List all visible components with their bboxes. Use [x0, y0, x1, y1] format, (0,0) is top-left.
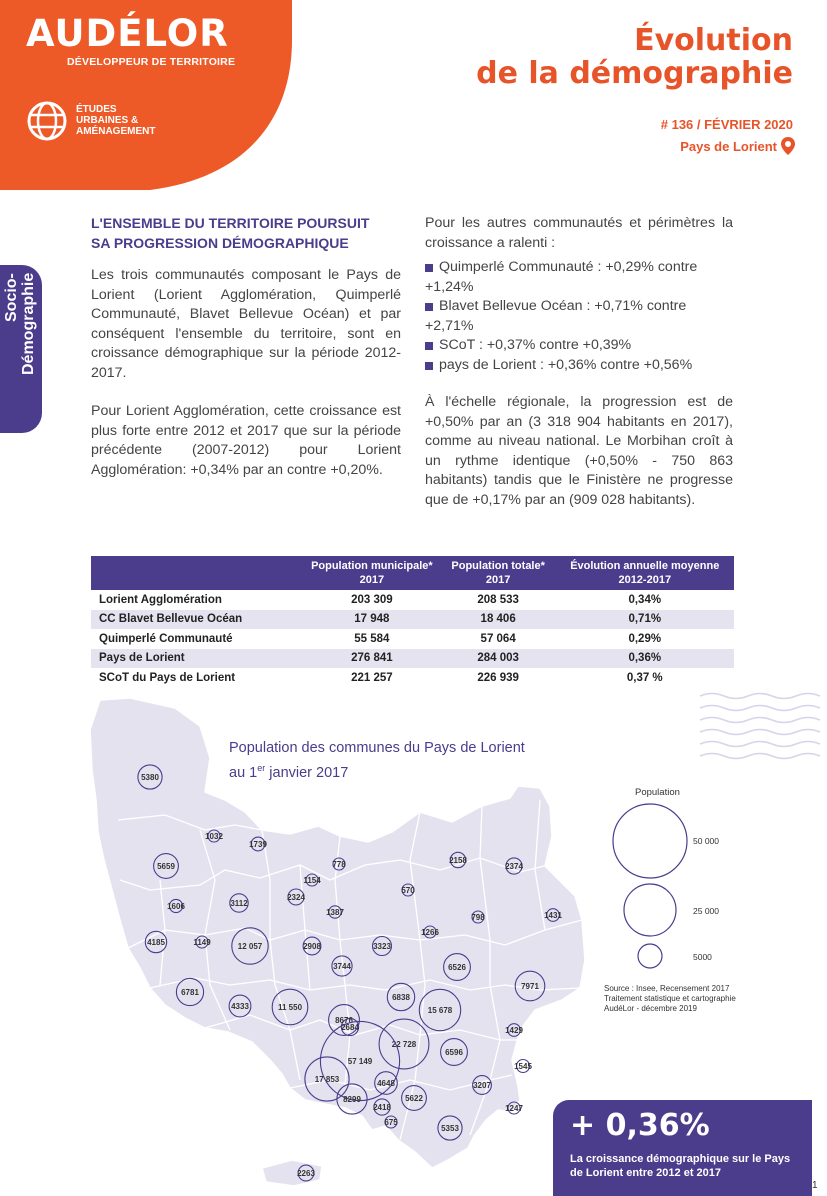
list-item: Blavet Bellevue Océan : +0,71% contre +2,71% [425, 297, 733, 336]
table-row [91, 590, 734, 610]
list-item: Quimperlé Communauté : +0,29% contre +1,24% [425, 258, 733, 297]
table-cell: Lorient Agglomération [99, 593, 222, 606]
section-tab [0, 265, 42, 433]
commune-label: 2158 [449, 856, 467, 865]
table-cell: 17 948 [303, 610, 441, 630]
table-cell: 221 257 [351, 671, 393, 684]
table-row [91, 668, 734, 688]
key-figure-text: La croissance démographique sur le Pays de Lorient entre 2012 et 2017 [570, 1153, 791, 1179]
table-row [91, 629, 734, 649]
legend-label: 25 000 [693, 906, 719, 916]
map-legend [613, 804, 687, 968]
commune-label: 4648 [377, 1079, 395, 1088]
place-label: Pays de Lorient [680, 139, 777, 154]
list-item: SCoT : +0,37% contre +0,39% [425, 336, 733, 356]
commune-label: 2374 [505, 862, 523, 871]
table-cell: 276 841 [303, 649, 441, 669]
table-header [91, 556, 303, 590]
commune-label: 1739 [249, 840, 267, 849]
legend-circle-5000 [638, 944, 662, 968]
audelor-logo: AUDÉLOR [26, 12, 229, 55]
commune-label: 2263 [297, 1169, 315, 1178]
table-cell: 18 406 [441, 610, 556, 630]
map-source: Source : Insee, Recensement 2017 Traitement statistique et cartographie AudéLor - décembre 2019 [604, 984, 736, 1013]
commune-label: 1431 [544, 911, 562, 920]
table-header: Population totale* 2017 [441, 556, 556, 590]
studies-label: ÉTUDES URBAINES & AMÉNAGEMENT [76, 104, 156, 137]
commune-label: 6526 [448, 963, 466, 972]
commune-label: 4333 [231, 1002, 249, 1011]
commune-label: 1149 [193, 938, 211, 947]
page-title: Évolution de la démographie [476, 23, 793, 91]
table-row [91, 649, 734, 669]
table-cell: SCoT du Pays de Lorient [99, 671, 236, 684]
commune-label: 1247 [505, 1104, 523, 1113]
key-figure-value: + 0,36% [570, 1108, 710, 1143]
commune-label: 3744 [333, 962, 351, 971]
commune-label: 6596 [445, 1048, 463, 1057]
section-tab-label: Socio- Démographie [3, 273, 37, 376]
commune-label: 6781 [181, 988, 199, 997]
paragraph: Pour Lorient Agglomération, cette croissance est plus forte entre 2012 et 2017 que sur la période précédente (2007-2012) pour Lorient Agglomération: +0,34% par an contre +0,20%. [91, 403, 401, 478]
table-cell: Pays de Lorient [91, 649, 303, 669]
paragraph: Les trois communautés composant le Pays de Lorient (Lorient Agglomération, Quimperlé Communauté, Blavet Bellevue Océan) et par conséquent l'ensemble du territoire, sont en croissance démographique sur la période 2012-2017. [91, 267, 401, 381]
right-column [425, 214, 733, 529]
commune-label: 22 728 [391, 1040, 417, 1049]
table-cell: 57 064 [480, 632, 516, 645]
commune-label: 1606 [167, 902, 185, 911]
population-table [91, 556, 734, 688]
decorative-waves [700, 690, 820, 759]
table-cell: 203 309 [351, 593, 393, 606]
table-header: Population municipale* 2017 [303, 556, 441, 590]
commune-label: 570 [401, 886, 415, 895]
globe-icon [26, 100, 68, 142]
commune-label: 15 678 [427, 1006, 453, 1015]
commune-label: 2418 [373, 1103, 391, 1112]
table-cell: 0,34% [628, 593, 662, 606]
commune-label: 4185 [147, 938, 165, 947]
legend-label: 5000 [693, 952, 712, 962]
commune-label: 6838 [392, 993, 410, 1002]
table-cell: Quimperlé Communauté [99, 632, 233, 645]
map-title: Population des communes du Pays de Lorient au 1er janvier 2017 [229, 740, 525, 781]
table-cell: 0,36% [556, 649, 734, 669]
commune-label: 5622 [405, 1094, 423, 1103]
commune-label: 17 853 [314, 1075, 340, 1084]
table-cell: 284 003 [441, 649, 556, 669]
paragraph: Pour les autres communautés et périmètres la croissance a ralenti : [425, 215, 733, 251]
commune-label: 1545 [514, 1062, 532, 1071]
logo-subtitle: DÉVELOPPEUR DE TERRITOIRE [67, 56, 236, 68]
commune-label: 2684 [341, 1023, 359, 1032]
commune-label: 1032 [205, 832, 223, 841]
commune-label: 798 [471, 913, 485, 922]
legend-title: Population [635, 787, 680, 798]
commune-label: 778 [332, 860, 346, 869]
list-item: pays de Lorient : +0,36% contre +0,56% [425, 356, 733, 376]
key-figure-callout [553, 1100, 812, 1196]
table-cell: 0,37 % [626, 671, 663, 684]
page-number: 1 [812, 1180, 818, 1191]
table-cell: 208 533 [477, 593, 519, 606]
table-header: Évolution annuelle moyenne 2012-2017 [556, 556, 734, 590]
commune-label: 1429 [505, 1026, 523, 1035]
commune-label: 1387 [326, 908, 344, 917]
table-cell: 55 584 [354, 632, 390, 645]
commune-label: 8299 [343, 1095, 361, 1104]
commune-label: 2908 [303, 942, 321, 951]
commune-label: 3323 [373, 942, 391, 951]
paragraph: À l'échelle régionale, la progression est de +0,50% par an (3 318 904 habitants en 2017), comme au niveau national. Le Morbihan croît à un rythme identique (+0,50% - 750 863 habitants) tandis que le Finistère ne progresse que de +0,17% par an (909 028 habitants). [425, 394, 733, 508]
commune-label: 5659 [157, 862, 175, 871]
commune-label: 3207 [473, 1081, 491, 1090]
legend-circle-50000 [613, 804, 687, 878]
commune-label: 57 149 [347, 1057, 373, 1066]
left-column [91, 214, 401, 499]
commune-label: 3112 [230, 899, 248, 908]
commune-label: 7971 [521, 982, 539, 991]
commune-label: 2324 [287, 893, 305, 902]
commune-label: 1266 [421, 928, 439, 937]
table-cell: 0,29% [628, 632, 662, 645]
commune-label: 5380 [141, 773, 159, 782]
table-row [91, 610, 734, 630]
table-cell: 226 939 [477, 671, 519, 684]
location-pin-icon [781, 137, 795, 155]
legend-label: 50 000 [693, 836, 719, 846]
issue-number: # 136 / FÉVRIER 2020 [660, 117, 793, 132]
legend-circle-25000 [624, 884, 676, 936]
table-cell: 0,71% [556, 610, 734, 630]
bullet-list [425, 258, 733, 375]
commune-label: 12 057 [237, 942, 263, 951]
commune-label: 11 550 [277, 1003, 303, 1012]
commune-label: 1154 [303, 876, 321, 885]
table-header-row [91, 556, 734, 590]
commune-label: 675 [384, 1118, 398, 1127]
section-heading: L'ENSEMBLE DU TERRITOIRE POURSUIT SA PROGRESSION DÉMOGRAPHIQUE [91, 215, 370, 251]
table-cell: CC Blavet Bellevue Océan [91, 610, 303, 630]
commune-label: 8676 [335, 1016, 353, 1025]
commune-label: 5353 [441, 1124, 459, 1133]
